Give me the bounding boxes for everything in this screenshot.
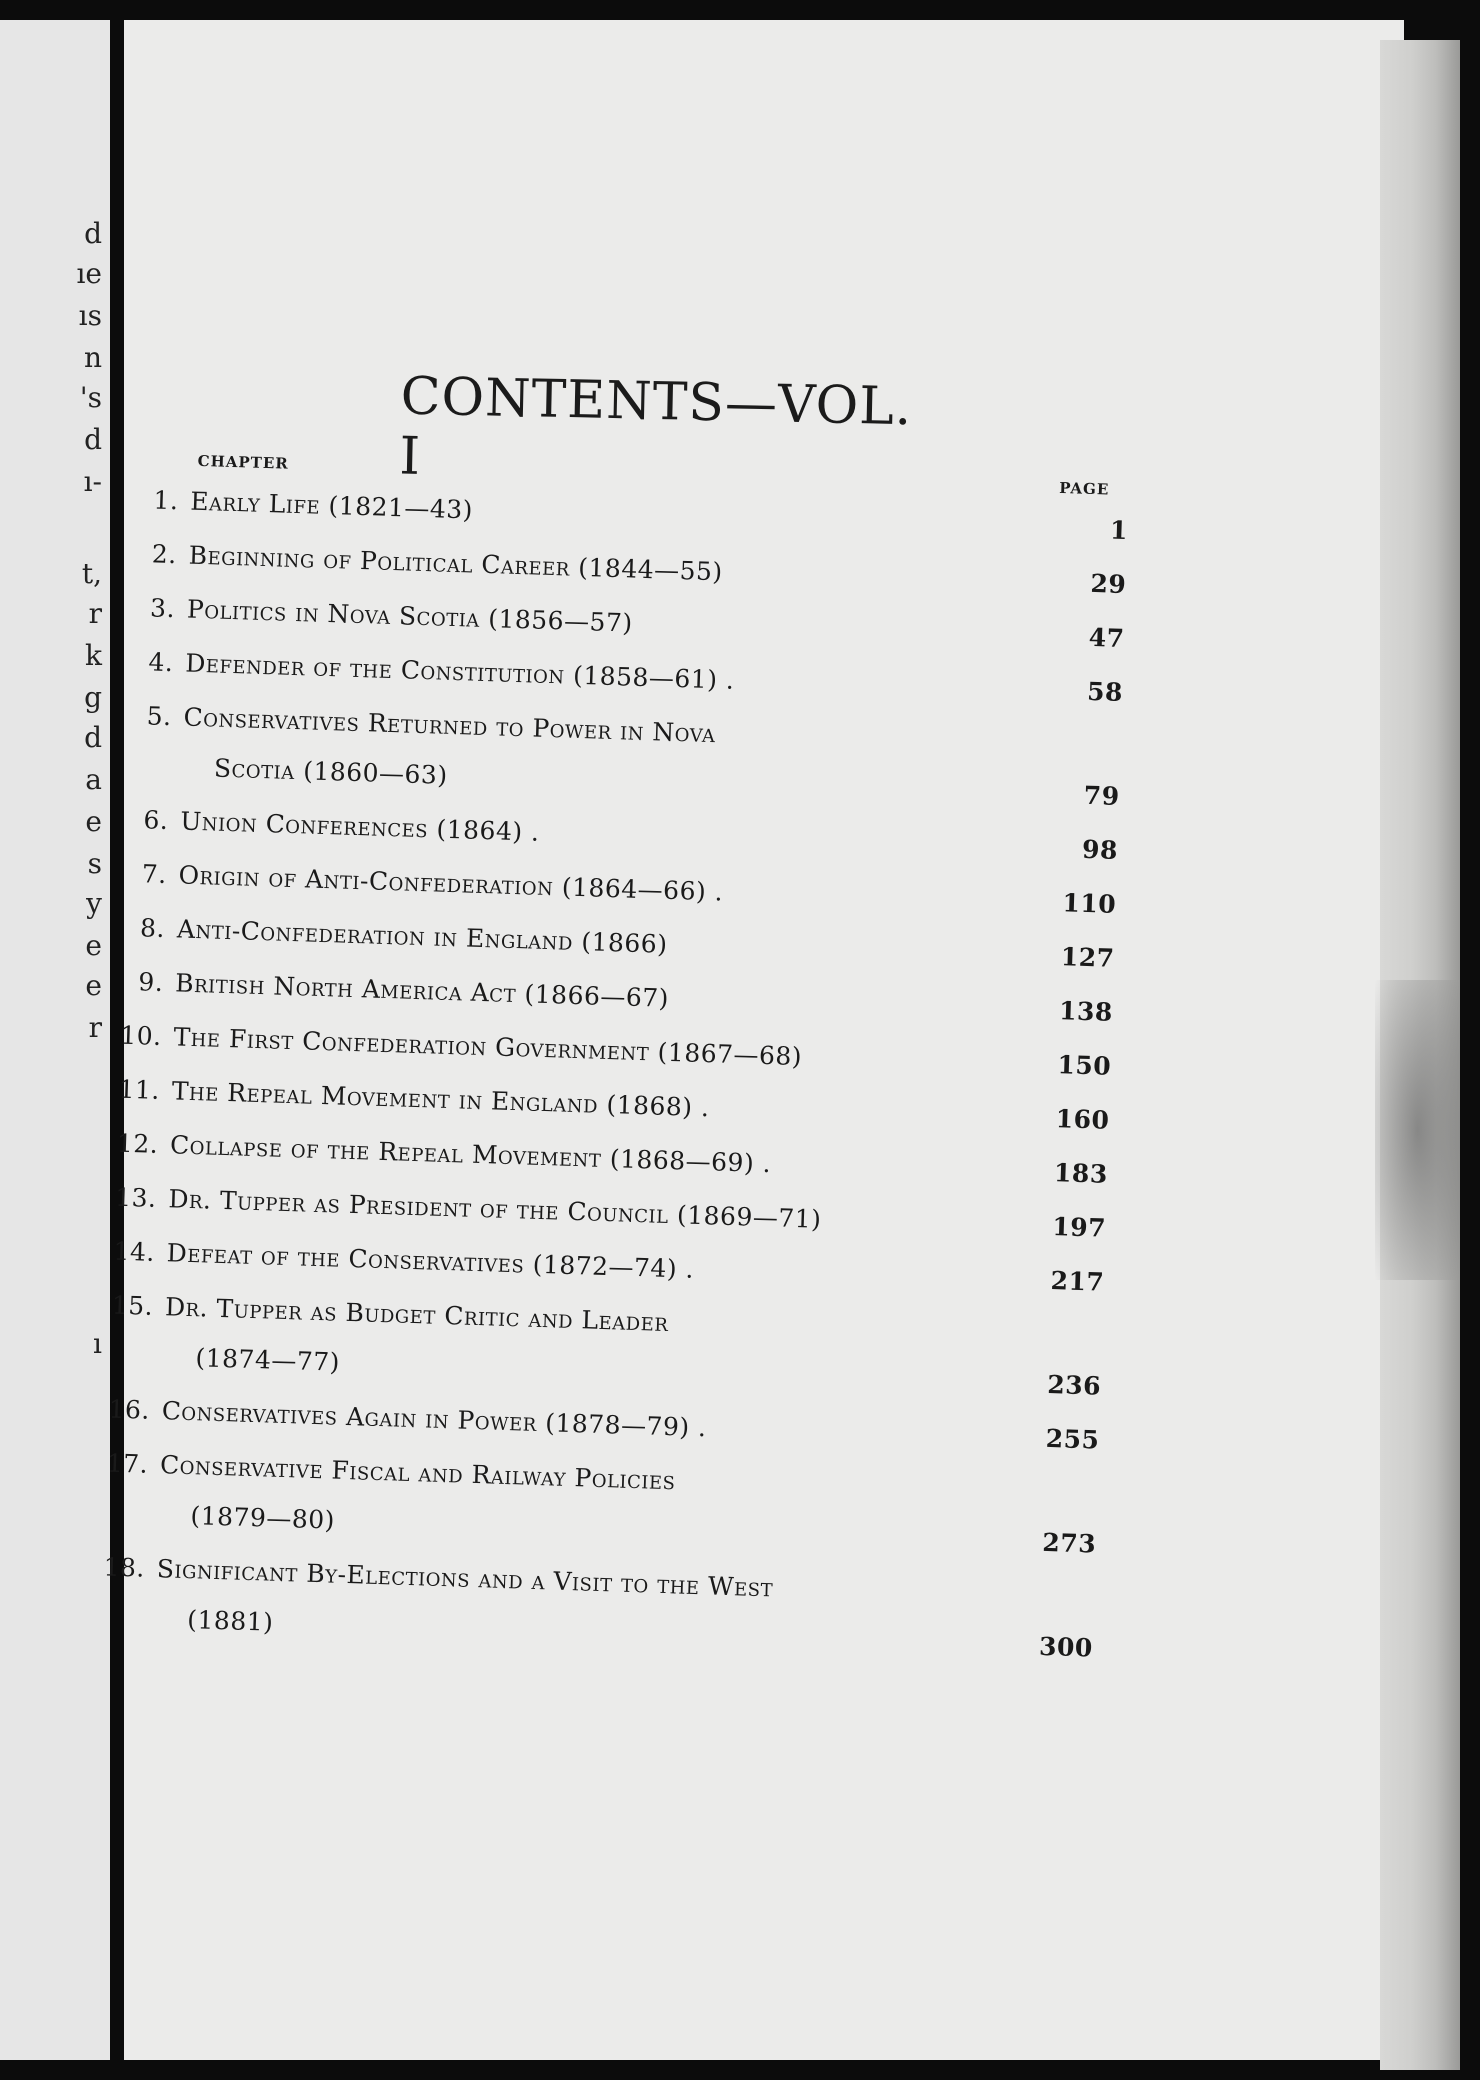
page-stain	[1375, 980, 1460, 1280]
chapter-title: Beginning of Political Career (1844—55)	[188, 540, 724, 587]
chapter-title: Conservative Fiscal and Railway Policies	[159, 1450, 676, 1496]
page-number: 98	[1081, 834, 1119, 865]
chapter-title: Origin of Anti-Confederation (1864—66) .	[178, 860, 724, 907]
chapter-title: The First Confederation Government (1867—68)	[173, 1022, 803, 1072]
chapter-number: 5.	[146, 701, 173, 732]
left-page-text-fragment: ıe	[76, 257, 102, 290]
page-number: 217	[1050, 1266, 1105, 1297]
left-page-text-fragment: k	[85, 639, 102, 672]
left-page-text-fragment: d	[84, 423, 102, 456]
left-page-text-fragment: d	[84, 217, 102, 250]
page-number: 29	[1090, 568, 1127, 600]
chapter-number: 11.	[118, 1074, 161, 1105]
left-page-text-fragment: ı	[93, 1327, 102, 1360]
page-number: 127	[1060, 942, 1115, 973]
left-page-text-fragment: e	[85, 805, 102, 838]
chapter-title: The Repeal Movement in England (1868) .	[171, 1076, 710, 1123]
left-page-text-fragment: r	[88, 597, 102, 630]
left-page-text-fragment: d	[84, 721, 102, 754]
left-page-text-fragment: y	[86, 887, 102, 920]
chapter-number: 2.	[151, 539, 178, 570]
page-number: 110	[1062, 888, 1117, 919]
page-number: 150	[1057, 1050, 1112, 1081]
page-number: 58	[1086, 676, 1124, 707]
chapter-title: Union Conferences (1864) .	[179, 806, 540, 847]
left-page-text-fragment: r	[88, 1011, 102, 1044]
page-number: 79	[1083, 780, 1121, 811]
page-number: 273	[1041, 1527, 1097, 1559]
left-page-text-fragment: e	[85, 929, 102, 962]
page-number: 183	[1053, 1158, 1109, 1189]
page-number: 160	[1055, 1104, 1110, 1135]
chapter-title: Dr. Tupper as President of the Council (1869—71)	[168, 1184, 822, 1234]
chapter-title: Conservatives Again in Power (1878—79) .	[161, 1396, 707, 1443]
chapter-number: 7.	[141, 859, 168, 890]
chapter-title: Significant By-Elections and a Visit to the West	[156, 1554, 774, 1603]
chapter-label: CHAPTER	[197, 451, 290, 473]
chapter-title-continued: Scotia (1860—63)	[213, 753, 449, 790]
chapter-number: 6.	[143, 805, 169, 836]
chapter-number: 13.	[114, 1182, 157, 1213]
left-page-text-fragment: 's	[79, 381, 102, 414]
page-label: PAGE	[1058, 478, 1110, 499]
chapter-number: 18.	[103, 1552, 146, 1583]
page-number: 47	[1088, 622, 1126, 654]
left-page-fragment	[0, 20, 110, 2060]
left-page-text-fragment: a	[85, 763, 102, 796]
page-number: 300	[1038, 1631, 1094, 1663]
chapter-title: Collapse of the Repeal Movement (1868—69) .	[169, 1130, 772, 1179]
left-page-text-fragment: n	[83, 341, 102, 374]
chapter-title: Defender of the Constitution (1858—61) .	[184, 648, 735, 695]
chapter-number: 16.	[108, 1394, 151, 1425]
page-number: 1	[1109, 515, 1129, 546]
page-title: CONTENTS—VOL. I	[398, 366, 913, 487]
left-page-text-fragment: g	[84, 681, 102, 714]
chapter-title-continued: (1874—77)	[195, 1343, 341, 1377]
chapter-title: Anti-Confederation in England (1866)	[176, 914, 668, 959]
chapter-title: Defeat of the Conservatives (1872—74) .	[166, 1238, 695, 1284]
chapter-number: 12.	[116, 1128, 159, 1159]
chapter-number: 3.	[149, 593, 176, 624]
page-number: 197	[1051, 1212, 1107, 1243]
chapter-number: 4.	[148, 647, 174, 678]
chapter-title: Politics in Nova Scotia (1856—57)	[186, 594, 634, 638]
chapter-title: British North America Act (1866—67)	[174, 968, 670, 1013]
left-page-text-fragment: ı-	[83, 465, 102, 498]
left-page-text-fragment: ıs	[78, 299, 102, 332]
page-number: 138	[1058, 996, 1114, 1027]
left-page-text-fragment: s	[87, 847, 102, 880]
chapter-number: 9.	[137, 967, 164, 997]
chapter-number: 8.	[139, 913, 166, 944]
chapter-title: Early Life (1821—43)	[189, 486, 474, 525]
left-page-text-fragment: e	[85, 969, 102, 1002]
chapter-title: Conservatives Returned to Power in Nova	[183, 702, 716, 749]
chapter-title: Dr. Tupper as Budget Critic and Leader	[164, 1292, 669, 1338]
chapter-number: 1.	[153, 485, 179, 516]
chapter-number: 15.	[111, 1290, 154, 1321]
chapter-number: 10.	[119, 1020, 163, 1051]
chapter-title-continued: (1879—80)	[190, 1501, 336, 1535]
page-number: 236	[1046, 1369, 1102, 1401]
chapter-number: 14.	[113, 1236, 156, 1267]
page-number: 255	[1045, 1423, 1100, 1455]
chapter-number: 17.	[106, 1448, 149, 1479]
chapter-title-continued: (1881)	[186, 1605, 274, 1637]
left-page-text-fragment: t,	[81, 557, 102, 590]
